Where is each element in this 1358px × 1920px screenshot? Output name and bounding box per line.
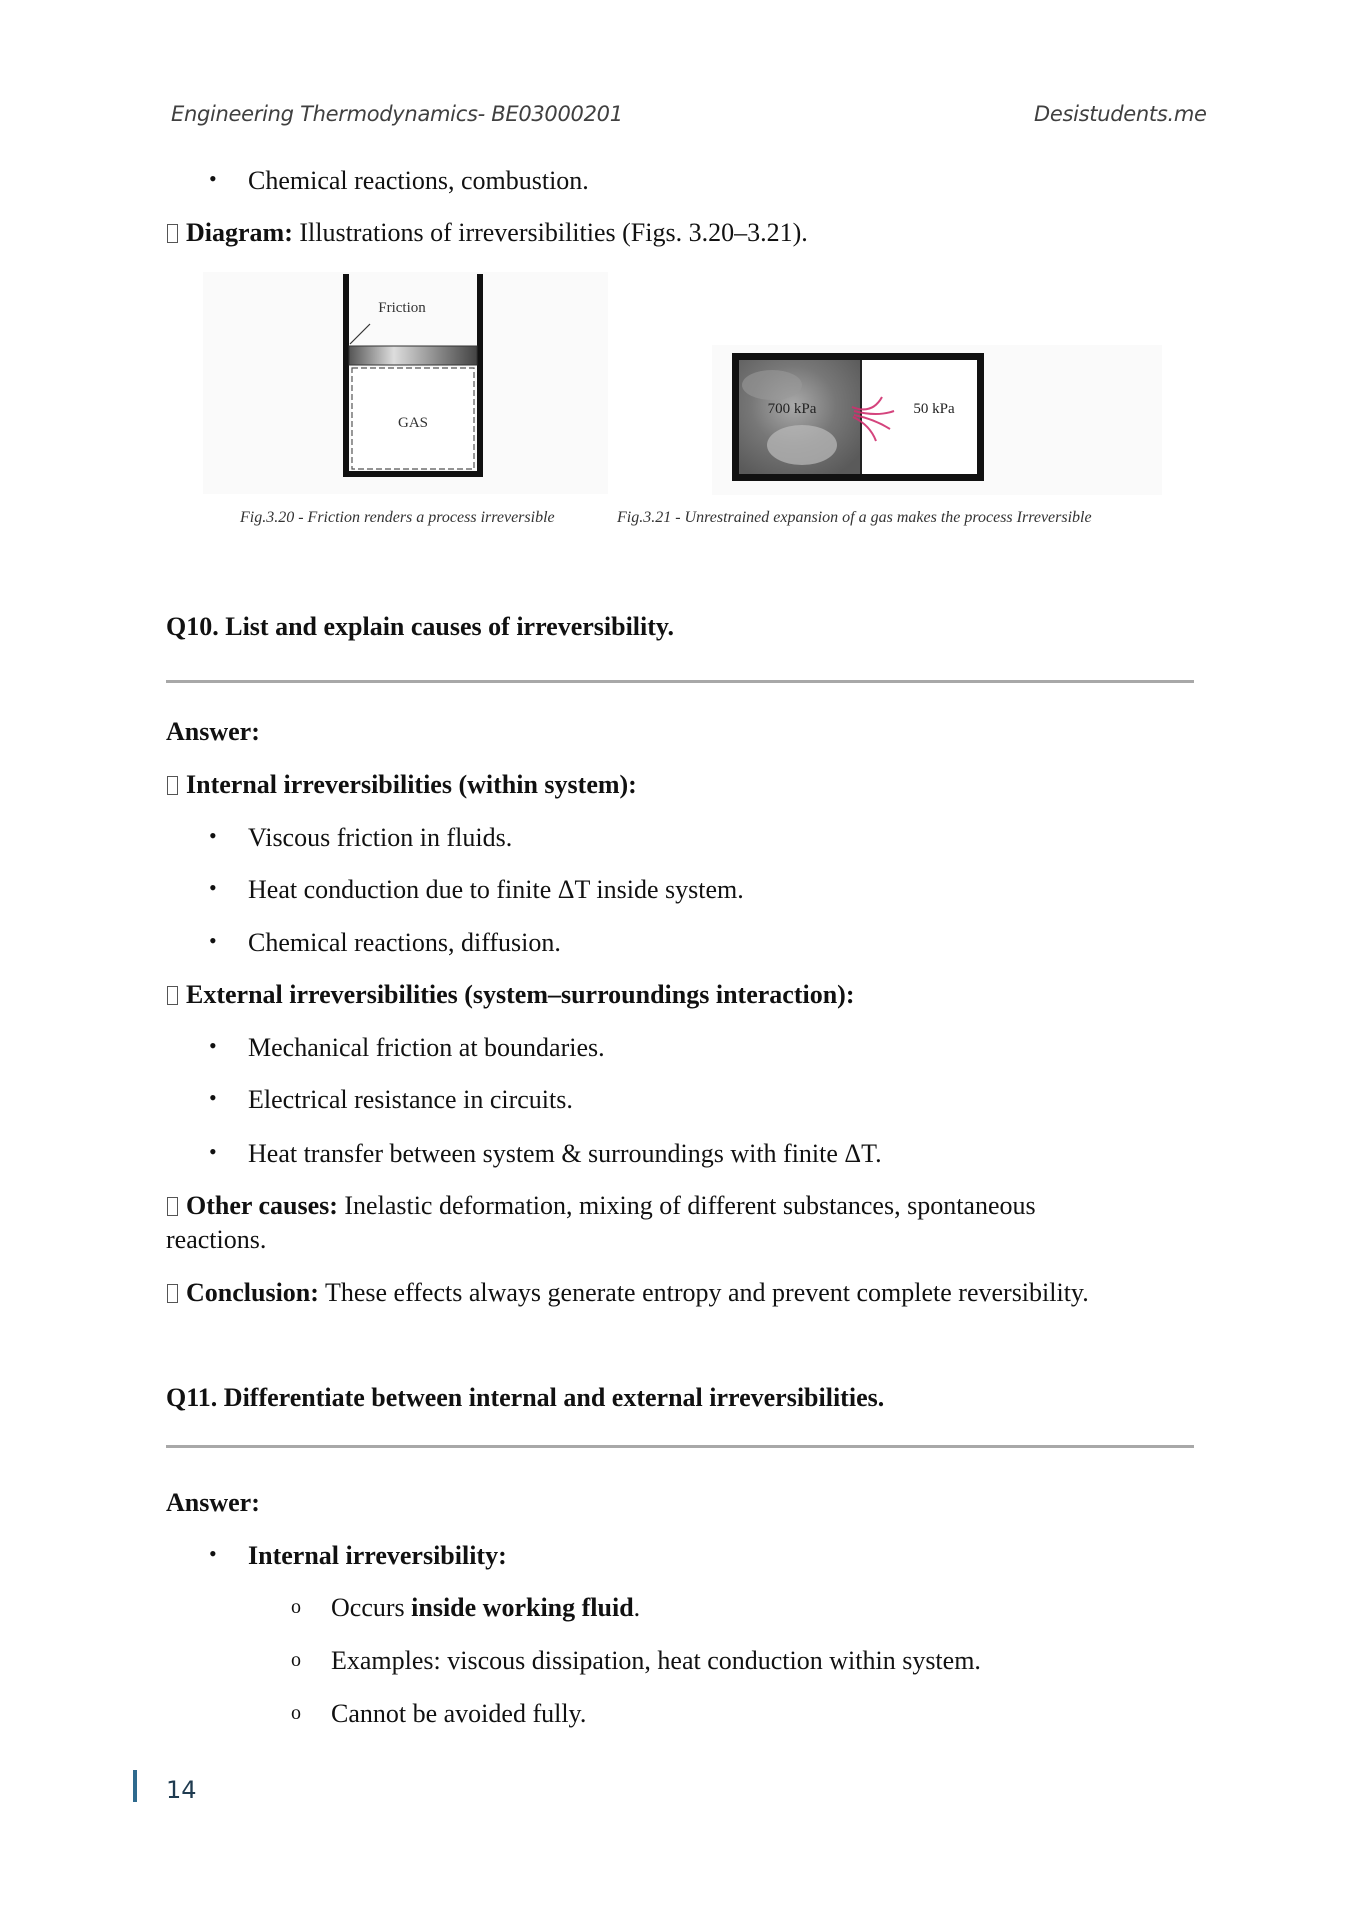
svg-text:50 kPa: 50 kPa [913, 401, 955, 417]
sub-list-item: Occurs inside working fluid. [331, 1593, 641, 1622]
figure-expansion [712, 345, 1162, 495]
footer-accent-bar [133, 1770, 137, 1802]
checkbox-glyph-icon [167, 776, 178, 795]
answer-label: Answer: [166, 717, 260, 746]
list-item: Electrical resistance in circuits. [248, 1085, 573, 1114]
figure-caption: Fig.3.20 - Friction renders a process irreversible [240, 509, 555, 526]
question-heading: Q11. Differentiate between internal and external irreversibilities. [166, 1383, 885, 1412]
sub-list-item: Cannot be avoided fully. [331, 1699, 587, 1728]
bullet-icon: • [209, 1085, 217, 1110]
bullet-icon: • [209, 928, 217, 953]
list-item: Heat transfer between system & surroundings with finite ΔT. [248, 1139, 882, 1168]
checkbox-glyph-icon [167, 986, 178, 1005]
divider [166, 1445, 1194, 1448]
circle-bullet-icon: o [291, 1702, 301, 1724]
conclusion: Conclusion: These effects always generate entropy and prevent complete reversibility. [167, 1278, 1089, 1308]
internal-heading: Internal irreversibilities (within system): [167, 770, 637, 800]
svg-text:GAS: GAS [397, 415, 429, 431]
figure-caption: Fig.3.21 - Unrestrained expansion of a gas makes the process Irreversible [617, 509, 1092, 526]
divider [166, 680, 1194, 683]
page-number: 14 [166, 1776, 197, 1804]
diagram-label: Diagram: [186, 218, 293, 247]
list-item: Internal irreversibility: [248, 1541, 507, 1570]
circle-bullet-icon: o [291, 1596, 301, 1618]
circle-bullet-icon: o [291, 1649, 301, 1671]
bullet-icon: • [209, 1541, 217, 1566]
bullet-icon: • [209, 823, 217, 848]
question-heading: Q10. List and explain causes of irreversibility. [166, 612, 674, 641]
list-item: Mechanical friction at boundaries. [248, 1033, 605, 1062]
checkbox-glyph-icon [167, 1197, 178, 1216]
bullet-icon: • [209, 1139, 217, 1164]
list-item: Chemical reactions, diffusion. [248, 928, 561, 957]
figure-friction [203, 272, 608, 494]
header-site: Desistudents.me [1034, 102, 1207, 126]
list-item: Heat conduction due to finite ΔT inside system. [248, 875, 744, 904]
svg-text:Friction: Friction [378, 300, 426, 316]
other-causes-cont: reactions. [166, 1225, 267, 1254]
sub-list-item: Examples: viscous dissipation, heat conduction within system. [331, 1646, 981, 1675]
other-causes: Other causes: Inelastic deformation, mixing of different substances, spontaneous [167, 1191, 1036, 1221]
expansion-diagram [712, 345, 1162, 495]
diagram-line [167, 218, 808, 248]
checkbox-glyph-icon [167, 224, 178, 243]
bullet-icon: • [209, 875, 217, 900]
bullet-icon: • [209, 1033, 217, 1058]
list-item: Chemical reactions, combustion. [248, 166, 589, 195]
diagram-text: Illustrations of irreversibilities (Figs. 3.20–3.21). [292, 218, 808, 247]
piston-cylinder-diagram [203, 272, 608, 494]
list-item: Viscous friction in fluids. [248, 823, 513, 852]
svg-text:700 kPa: 700 kPa [767, 401, 817, 417]
external-heading: External irreversibilities (system–surroundings interaction): [167, 980, 854, 1010]
checkbox-glyph-icon [167, 1284, 178, 1303]
header-title: Engineering Thermodynamics- BE03000201 [171, 102, 623, 126]
answer-label: Answer: [166, 1488, 260, 1517]
bullet-icon: • [209, 166, 217, 191]
